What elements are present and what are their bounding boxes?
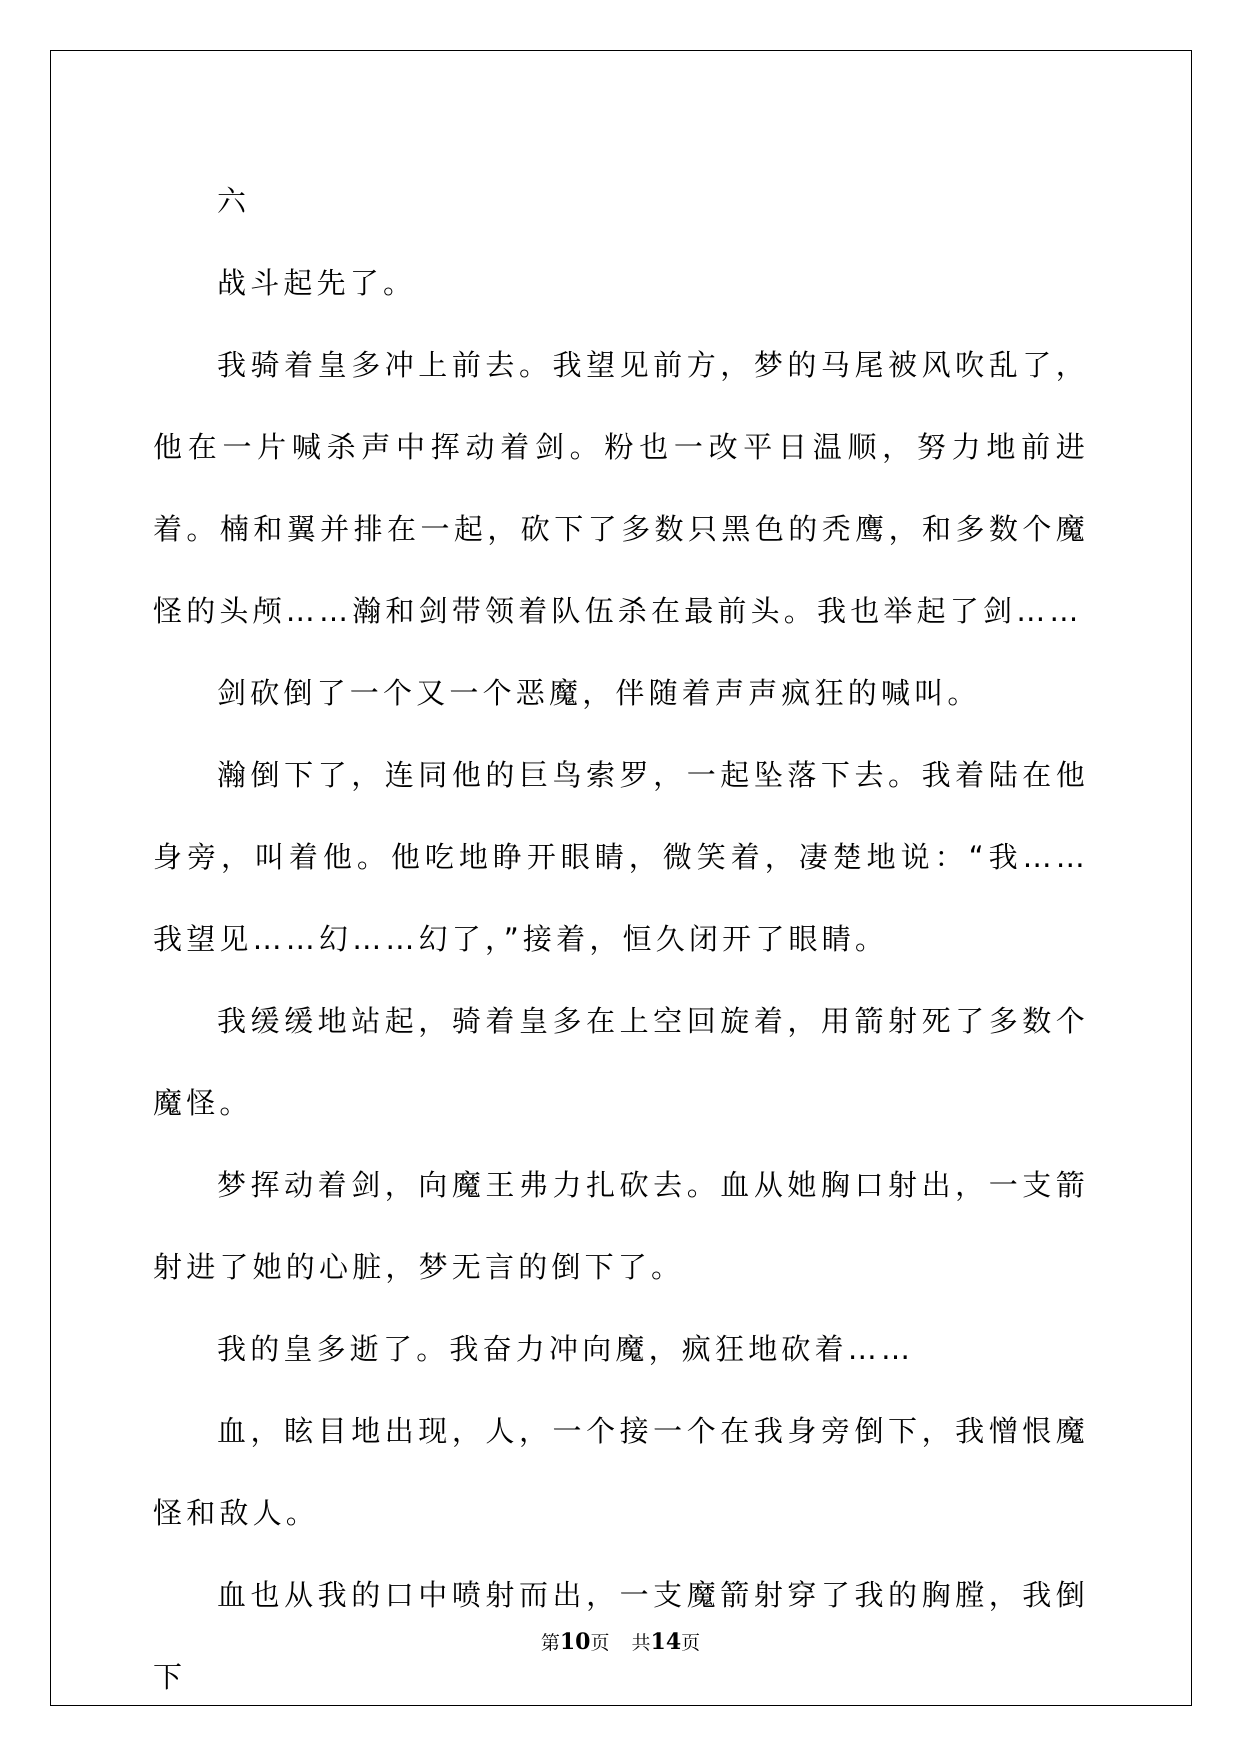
paragraph: 瀚倒下了，连同他的巨鸟索罗，一起坠落下去。我着陆在他身旁，叫着他。他吃地睁开眼睛，微笑着，凄楚地说：“我……我望见……幻……幻了，”接着，恒久闭开了眼睛。 xyxy=(153,758,1089,956)
paragraph: 我缓缓地站起，骑着皇多在上空回旋着，用箭射死了多数个魔怪。 xyxy=(153,1004,1089,1120)
paragraph: 战斗起先了。 xyxy=(217,266,417,300)
page-footer xyxy=(0,1628,1241,1655)
footer-prefix: 第 xyxy=(540,1632,560,1654)
paragraph: 血也从我的口中喷射而出，一支魔箭射穿了我的胸膛，我倒下 xyxy=(153,1578,1089,1694)
footer-total-suffix: 页 xyxy=(681,1632,701,1654)
footer-total-prefix: 共 xyxy=(631,1632,651,1654)
section-heading: 六 xyxy=(217,184,251,218)
document-body xyxy=(153,160,1089,1718)
footer-page-suffix: 页 xyxy=(590,1632,610,1654)
paragraph: 血，眩目地出现，人，一个接一个在我身旁倒下，我憎恨魔怪和敌人。 xyxy=(153,1414,1089,1530)
current-page-number: 10 xyxy=(559,1629,591,1655)
paragraph: 剑砍倒了一个又一个恶魔，伴随着声声疯狂的喊叫。 xyxy=(217,676,981,710)
paragraph: 我骑着皇多冲上前去。我望见前方，梦的马尾被风吹乱了，他在一片喊杀声中挥动着剑。粉也一改平日温顺，努力地前进着。楠和翼并排在一起，砍下了多数只黑色的秃鹰，和多数个魔怪的头颅……瀚和剑带领着队伍杀在最前头。我也举起了剑…… xyxy=(153,348,1089,628)
paragraph: 梦挥动着剑，向魔王弗力扎砍去。血从她胸口射出，一支箭射进了她的心脏，梦无言的倒下了。 xyxy=(153,1168,1089,1284)
total-page-count: 14 xyxy=(650,1629,682,1655)
paragraph: 我的皇多逝了。我奋力冲向魔，疯狂地砍着…… xyxy=(217,1332,915,1366)
